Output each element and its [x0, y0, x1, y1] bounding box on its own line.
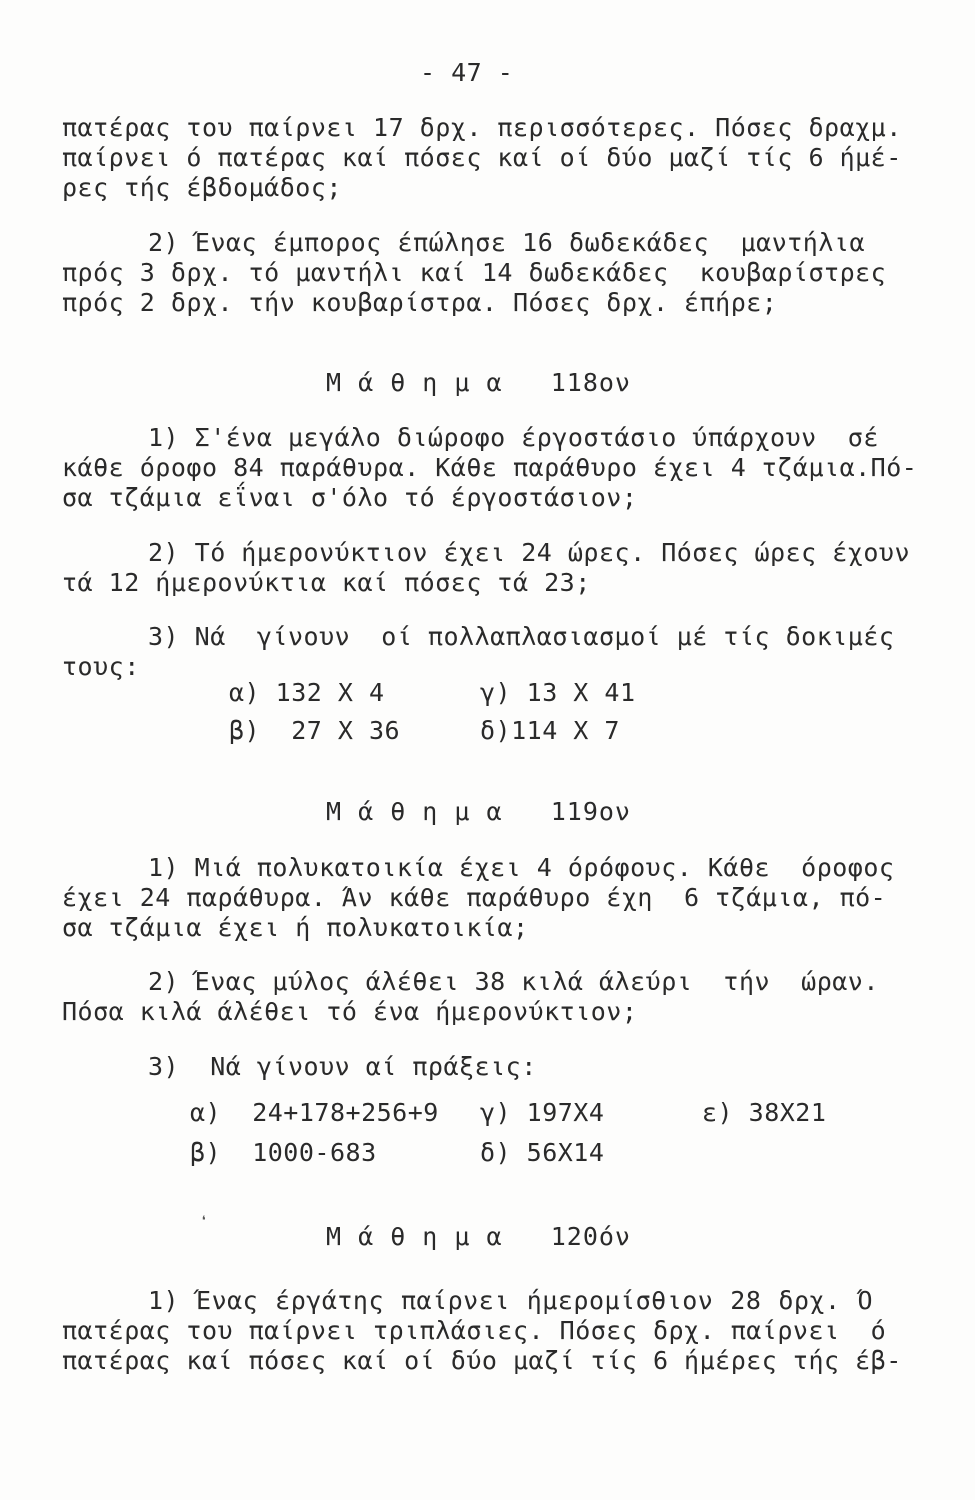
lesson-120-p1-line-3: πατέρας καί πόσες καί οί δύο μαζί τίς 6 ήμέρες τής έβ-: [62, 1346, 902, 1375]
lesson-118-p2-line-1: 2) Τό ήμερονύκτιον έχει 24 ώρες. Πόσες ώρες έχουν: [148, 538, 911, 567]
lesson-119-p3: 3) Νά γίνουν αί πράξεις:: [148, 1052, 537, 1081]
lesson-119-p2-line-2: Πόσα κιλά άλέθει τό ένα ήμερονύκτιον;: [62, 997, 638, 1026]
lesson-119-p1-line-3: σα τζάμια έχει ή πολυκατοικία;: [62, 913, 529, 942]
lesson-118-op-c: γ) 13 Χ 41: [480, 678, 636, 707]
lesson-119-heading: Μ ά θ η μ α 119ον: [326, 797, 631, 826]
lesson-119-p2-line-1: 2) Ένας μύλος άλέθει 38 κιλά άλεύρι τήν ώραν.: [148, 967, 879, 996]
lesson-118-op-d: δ)114 Χ 7: [480, 716, 620, 745]
lesson-119-op-a: α) 24+178+256+9: [190, 1098, 439, 1127]
lesson-119-op-c: γ) 197Χ4: [480, 1098, 605, 1127]
lesson-118-op-a: α) 132 Χ 4: [229, 678, 385, 707]
lesson-119-p1-line-1: 1) Μιά πολυκατοικία έχει 4 όρόφους. Κάθε όροφος: [148, 853, 895, 882]
lesson-120-p1-line-2: πατέρας του παίρνει τριπλάσιες. Πόσες δρχ. παίρνει ό: [62, 1316, 887, 1345]
lesson-118-heading: Μ ά θ η μ α 118ον: [326, 368, 631, 397]
lesson-119-p1-line-2: έχει 24 παράθυρα. Άν κάθε παράθυρο έχη 6 τζάμια, πό-: [62, 883, 887, 912]
intro-line-3: ρες τής έβδομάδος;: [62, 173, 342, 202]
lesson-118-p3-line-1: 3) Νά γίνουν οί πολλαπλασιασμοί μέ τίς δοκιμές: [148, 622, 895, 651]
intro-line-1: πατέρας του παίρνει 17 δρχ. περισσότερες. Πόσες δραχμ.: [62, 113, 902, 142]
lesson-118-p1-line-1: 1) Σ'ένα μεγάλο διώροφο έργοστάσιο ύπάρχουν σέ: [148, 423, 879, 452]
lesson-118-p2-line-2: τά 12 ήμερονύκτια καί πόσες τά 23;: [62, 568, 591, 597]
lesson-119-op-e: ε) 38Χ21: [702, 1098, 827, 1127]
problem2-line-2: πρός 3 δρχ. τό μαντήλι καί 14 δωδεκάδες κουβαρίστρες: [62, 258, 887, 287]
lesson-118-p3-line-2: τους:: [62, 652, 140, 681]
lesson-119-op-d: δ) 56Χ14: [480, 1138, 605, 1167]
lesson-118-op-b: β) 27 Χ 36: [229, 716, 401, 745]
intro-line-2: παίρνει ό πατέρας καί πόσες καί οί δύο μαζί τίς 6 ήμέ-: [62, 143, 902, 172]
problem2-line-1: 2) Ένας έμπορος έπώλησε 16 δωδεκάδες μαντήλια: [148, 228, 865, 257]
page-number: - 47 -: [420, 58, 514, 87]
lesson-120-p1-line-1: 1) Ένας έργάτης παίρνει ήμερομίσθιον 28 δρχ. Ό: [148, 1286, 873, 1315]
lesson-120-heading: Μ ά θ η μ α 120όν: [326, 1222, 631, 1251]
lesson-118-p1-line-2: κάθε όροφο 84 παράθυρα. Κάθε παράθυρο έχει 4 τζάμια.Πό-: [62, 453, 918, 482]
stray-mark: ❛: [199, 1212, 209, 1231]
lesson-118-p1-line-3: σα τζάμια εΐναι σ'όλο τό έργοστάσιον;: [62, 483, 638, 512]
lesson-119-op-b: β) 1000-683: [190, 1138, 377, 1167]
problem2-line-3: πρός 2 δρχ. τήν κουβαρίστρα. Πόσες δρχ. έπήρε;: [62, 288, 778, 317]
